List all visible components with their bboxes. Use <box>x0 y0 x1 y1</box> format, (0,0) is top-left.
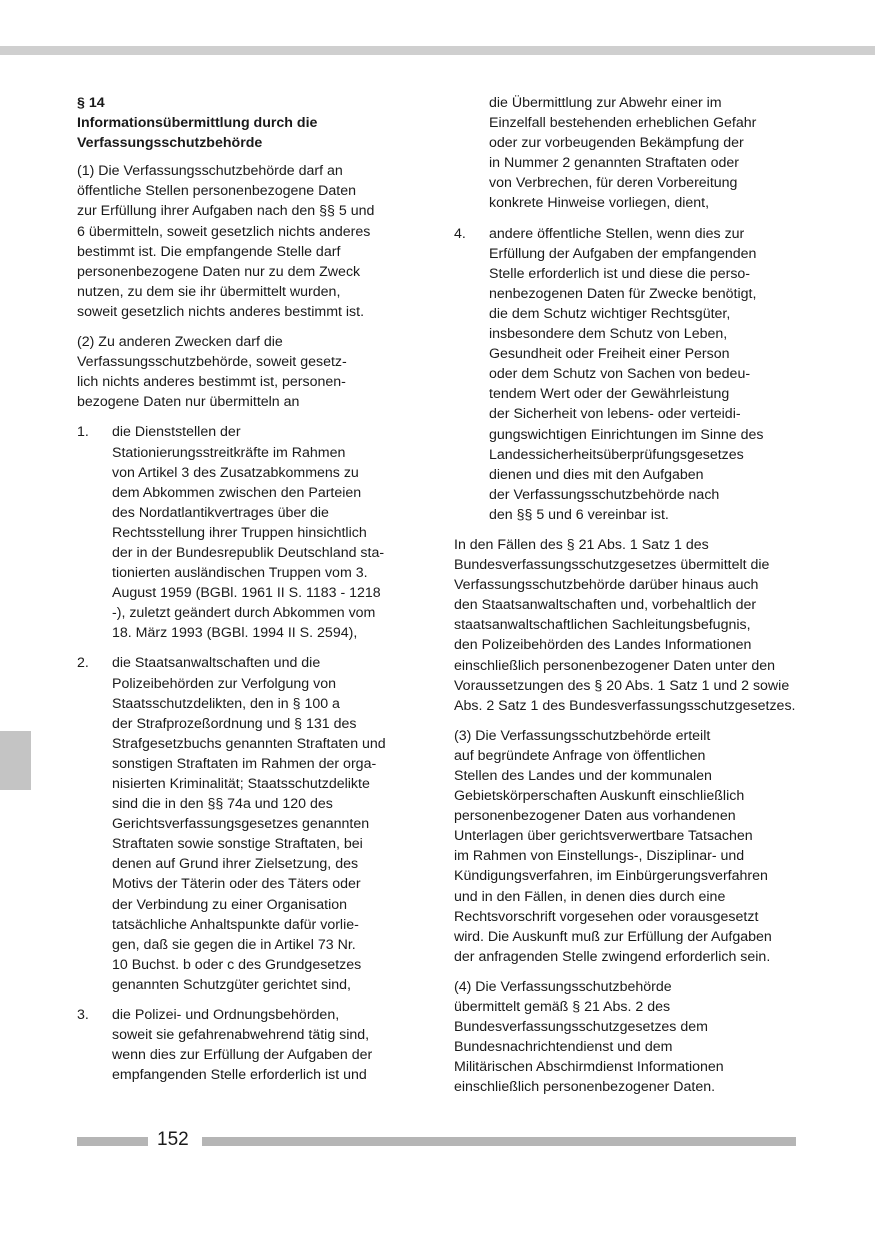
text-line: (4) Die Verfassungsschutzbehörde <box>454 978 672 995</box>
text-line: der Sicherheit von lebens- oder verteidi- <box>489 406 741 423</box>
paragraph-faelle <box>454 535 800 716</box>
text-line: genannten Schutzgüter gerichtet sind, <box>112 976 351 993</box>
text-line: Bundesverfassungsschutzgesetzes übermittelt die <box>454 557 770 574</box>
text-line: (3) Die Verfassungsschutzbehörde erteilt <box>454 727 711 744</box>
text-line: tendem Wert oder der Gewährleistung <box>489 386 730 403</box>
text-line: im Rahmen von Einstellungs-, Disziplinar- und <box>454 848 745 865</box>
text-line: 18. März 1993 (BGBl. 1994 II S. 2594), <box>112 625 358 642</box>
text-line: in Nummer 2 genannten Straftaten oder <box>489 155 740 172</box>
list-number: 3. <box>77 1007 89 1024</box>
text-line: zur Erfüllung ihrer Aufgaben nach den §§ 5 und <box>77 203 375 220</box>
text-line: Landessicherheitsüberprüfungsgesetzes <box>489 446 744 463</box>
top-rule <box>0 46 875 55</box>
text-line: nutzen, zu dem sie ihr übermittelt wurden, <box>77 283 341 300</box>
text-line: einschließlich personenbezogener Daten. <box>454 1079 716 1096</box>
text-line: Gesundheit oder Freiheit einer Person <box>489 346 730 363</box>
text-line: lich nichts anderes bestimmt ist, personen- <box>77 374 346 391</box>
text-line: -), zuletzt geändert durch Abkommen vom <box>112 605 376 622</box>
text-line: Gerichtsverfassungsgesetzes genannten <box>112 816 370 833</box>
text-line: Verfassungsschutzbehörde darüber hinaus auch <box>454 577 759 594</box>
text-line: 10 Buchst. b oder c des Grundgesetzes <box>112 956 362 973</box>
text-line: Militärischen Abschirmdienst Informationen <box>454 1059 724 1076</box>
text-line: die Staatsanwaltschaften und die <box>112 655 321 672</box>
list-item-2 <box>77 653 403 995</box>
text-line: von Verbrechen, für deren Vorbereitung <box>489 175 738 192</box>
text-line: empfangenden Stelle erforderlich ist und <box>112 1067 367 1084</box>
text-line: oder zur vorbeugenden Bekämpfung der <box>489 135 744 152</box>
text-line: Gebietskörperschaften Auskunft einschließlich <box>454 788 745 805</box>
text-line: Einzelfall bestehenden erheblichen Gefahr <box>489 115 757 132</box>
text-line: (1) Die Verfassungsschutzbehörde darf an <box>77 163 343 180</box>
text-line: Abs. 2 Satz 1 des Bundesverfassungsschutzgesetzes. <box>454 697 796 714</box>
text-line: der in der Bundesrepublik Deutschland sta- <box>112 544 385 561</box>
text-line: August 1959 (BGBl. 1961 II S. 1183 - 1218 <box>112 585 381 602</box>
text-line: wenn dies zur Erfüllung der Aufgaben der <box>112 1047 373 1064</box>
text-line: Kündigungsverfahren, im Einbürgerungsverfahren <box>454 868 768 885</box>
list-item-3-continued <box>454 93 800 214</box>
text-line: Straftaten sowie sonstige Straftaten, bei <box>112 836 363 853</box>
text-line: soweit gesetzlich nichts anderes bestimmt ist. <box>77 303 365 320</box>
paragraph-2 <box>77 332 403 412</box>
text-line: tatsächliche Anhaltspunkte dafür vorlie- <box>112 916 359 933</box>
text-line: der anfragenden Stelle zwingend erforderlich sein. <box>454 948 771 965</box>
left-column <box>77 93 403 1095</box>
text-line: von Artikel 3 des Zusatzabkommens zu <box>112 464 359 481</box>
text-line: gen, daß sie gegen die in Artikel 73 Nr. <box>112 936 356 953</box>
text-line: die Dienststellen der <box>112 424 241 441</box>
text-line: Motivs der Täterin oder des Täters oder <box>112 876 361 893</box>
text-line: sonstigen Straftaten im Rahmen der orga- <box>112 755 377 772</box>
text-line: (2) Zu anderen Zwecken darf die <box>77 334 283 351</box>
text-line: einschließlich personenbezogener Daten unter den <box>454 657 776 674</box>
text-line: dem Abkommen zwischen den Parteien <box>112 484 362 501</box>
text-line: nisierten Kriminalität; Staatsschutzdelikte <box>112 776 370 792</box>
text-line: personenbezogene Daten nur zu dem Zweck <box>77 263 361 280</box>
text-line: den Staatsanwaltschaften und, vorbehaltlich der <box>454 597 757 614</box>
paragraph-3 <box>454 726 800 967</box>
section-title-line: Verfassungsschutzbehörde <box>77 135 263 152</box>
text-line: den Polizeibehörden des Landes Informationen <box>454 637 752 654</box>
text-line: tionierten ausländischen Truppen vom 3. <box>112 565 368 582</box>
section-number: § 14 <box>77 95 105 111</box>
text-line: personenbezogener Daten aus vorhandenen <box>454 808 736 825</box>
list-item-1 <box>77 422 403 643</box>
list-item-4 <box>454 224 800 525</box>
text-line: öffentliche Stellen personenbezogene Daten <box>77 183 356 200</box>
text-line: Verfassungsschutzbehörde, soweit gesetz- <box>77 354 347 371</box>
text-line: soweit sie gefahrenabwehrend tätig sind, <box>112 1027 370 1044</box>
text-line: denen auf Grund ihrer Zielsetzung, des <box>112 856 359 873</box>
text-line: die dem Schutz wichtiger Rechtsgüter, <box>489 305 731 322</box>
text-line: sind die in den §§ 74a und 120 des <box>112 796 333 813</box>
page-number: 152 <box>157 1129 189 1150</box>
text-line: der Verbindung zu einer Organisation <box>112 896 348 913</box>
text-line: des Nordatlantikvertrages über die <box>112 504 329 521</box>
list-item-3 <box>77 1005 403 1085</box>
list-number: 4. <box>454 225 466 242</box>
text-line: der Strafprozeßordnung und § 131 des <box>112 715 357 732</box>
text-line: Strafgesetzbuchs genannten Straftaten und <box>112 735 386 752</box>
footer-rule-right <box>202 1137 796 1146</box>
text-line: Polizeibehörden zur Verfolgung von <box>112 675 336 692</box>
text-line: übermittelt gemäß § 21 Abs. 2 des <box>454 999 671 1016</box>
text-line: dienen und dies mit den Aufgaben <box>489 466 704 483</box>
text-line: 6 übermitteln, soweit gesetzlich nichts anderes <box>77 223 371 240</box>
paragraph-4 <box>454 977 800 1098</box>
text-line: andere öffentliche Stellen, wenn dies zur <box>489 225 745 242</box>
text-line: Rechtsstellung ihrer Truppen hinsichtlich <box>112 524 367 541</box>
list-number: 2. <box>77 655 89 672</box>
text-line: Unterlagen über gerichtsverwertbare Tatsachen <box>454 828 753 845</box>
text-line: Bundesverfassungsschutzgesetzes dem <box>454 1019 708 1036</box>
text-line: oder dem Schutz von Sachen von bedeu- <box>489 366 751 383</box>
paragraph-1 <box>77 161 403 322</box>
text-line: den §§ 5 und 6 vereinbar ist. <box>489 506 669 523</box>
text-line: Voraussetzungen des § 20 Abs. 1 Satz 1 und 2 sowie <box>454 677 790 694</box>
text-line: die Polizei- und Ordnungsbehörden, <box>112 1007 340 1024</box>
text-line: und in den Fällen, in denen dies durch eine <box>454 888 726 905</box>
list-number: 1. <box>77 424 89 441</box>
text-line: Stationierungsstreitkräfte im Rahmen <box>112 444 346 461</box>
section-heading <box>77 93 403 153</box>
text-line: der Verfassungsschutzbehörde nach <box>489 486 720 503</box>
right-column <box>454 93 800 1108</box>
text-line: Erfüllung der Aufgaben der empfangenden <box>489 245 757 262</box>
text-line: gungswichtigen Einrichtungen im Sinne des <box>489 426 764 443</box>
text-line: In den Fällen des § 21 Abs. 1 Satz 1 des <box>454 536 709 553</box>
text-line: bezogene Daten nur übermitteln an <box>77 394 300 411</box>
text-line: auf begründete Anfrage von öffentlichen <box>454 747 706 764</box>
text-line: insbesondere dem Schutz von Leben, <box>489 326 728 343</box>
text-line: Stelle erforderlich ist und diese die perso- <box>489 265 751 282</box>
text-line: bestimmt ist. Die empfangende Stelle darf <box>77 243 341 260</box>
text-line: staatsanwaltschaftlichen Sachleitungsbefugnis, <box>454 617 751 634</box>
footer-rule-left <box>77 1137 148 1146</box>
text-line: Bundesnachrichtendienst und dem <box>454 1039 673 1056</box>
text-line: Staatsschutzdelikten, den in § 100 a <box>112 695 340 712</box>
section-title-line: Informationsübermittlung durch die <box>77 115 318 132</box>
text-line: Rechtsvorschrift vorgesehen oder vorausgesetzt <box>454 908 759 925</box>
text-line: Stellen des Landes und der kommunalen <box>454 768 712 784</box>
chapter-tab-marker <box>0 731 31 790</box>
text-line: die Übermittlung zur Abwehr einer im <box>489 95 722 111</box>
text-line: konkrete Hinweise vorliegen, dient, <box>489 195 710 212</box>
text-line: nenbezogenen Daten für Zwecke benötigt, <box>489 285 757 302</box>
text-line: wird. Die Auskunft muß zur Erfüllung der Aufgaben <box>454 928 772 945</box>
